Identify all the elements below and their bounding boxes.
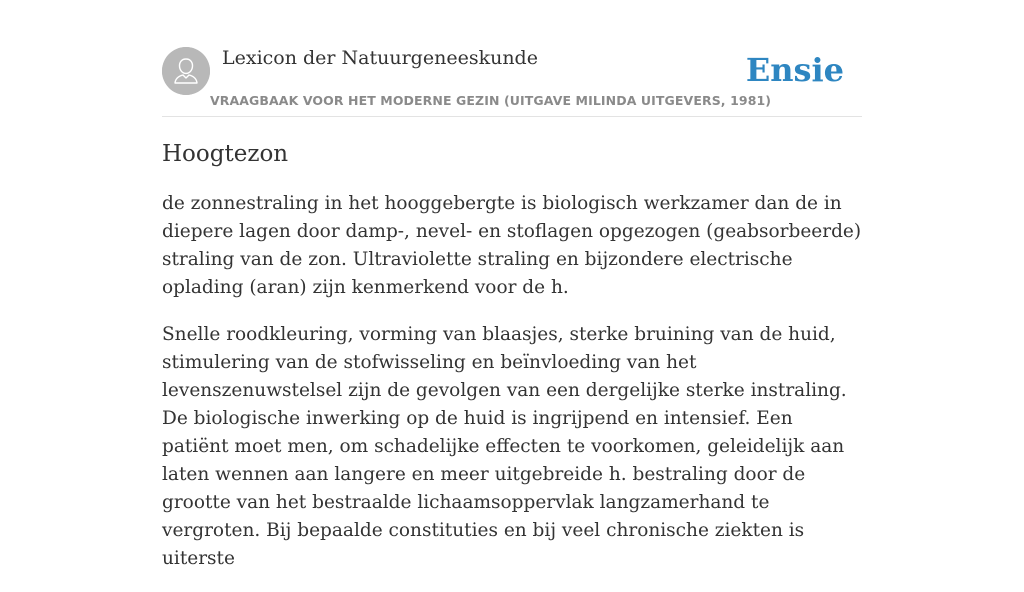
brand-logo[interactable]: Ensie bbox=[745, 51, 844, 89]
entry-content bbox=[162, 138, 862, 592]
lexicon-subtitle: VRAAGBAAK VOOR HET MODERNE GEZIN (UITGAVE MILINDA UITGEVERS, 1981) bbox=[210, 93, 772, 108]
entry-paragraph-1: de zonnestraling in het hooggebergte is biologisch werkzamer dan de in diepere lagen door damp-, nevel- en stoflagen opgezogen (geabsorbeerde) straling van de zon. Ultraviolette straling en bijzondere electrische oplading (aran) zijn kenmerkend voor de h. bbox=[162, 193, 862, 298]
lexicon-title[interactable]: Lexicon der Natuurgeneeskunde bbox=[222, 47, 538, 69]
entry-paragraph-2: Snelle roodkleuring, vorming van blaasjes, sterke bruining van de huid, stimulering van de stofwisseling en beïnvloeding van het levenszenuwstelsel zijn de gevolgen van een dergelijke sterke instraling. De biologische inwerking op de huid is ingrijpend en intensief. Een patiënt moet men, om schadelijke effecten te voorkomen, geleidelijk aan laten wennen aan langere en meer uitgebreide h. bestraling door de grootte van het bestraalde lichaamsoppervlak langzamerhand te vergroten. Bij bepaalde constituties en bij veel chronische ziekten is uiterste bbox=[162, 324, 847, 569]
user-silhouette-icon bbox=[162, 47, 210, 95]
lexicon-header bbox=[162, 46, 862, 117]
entry-title: Hoogtezon bbox=[162, 141, 289, 167]
avatar[interactable] bbox=[162, 47, 210, 95]
